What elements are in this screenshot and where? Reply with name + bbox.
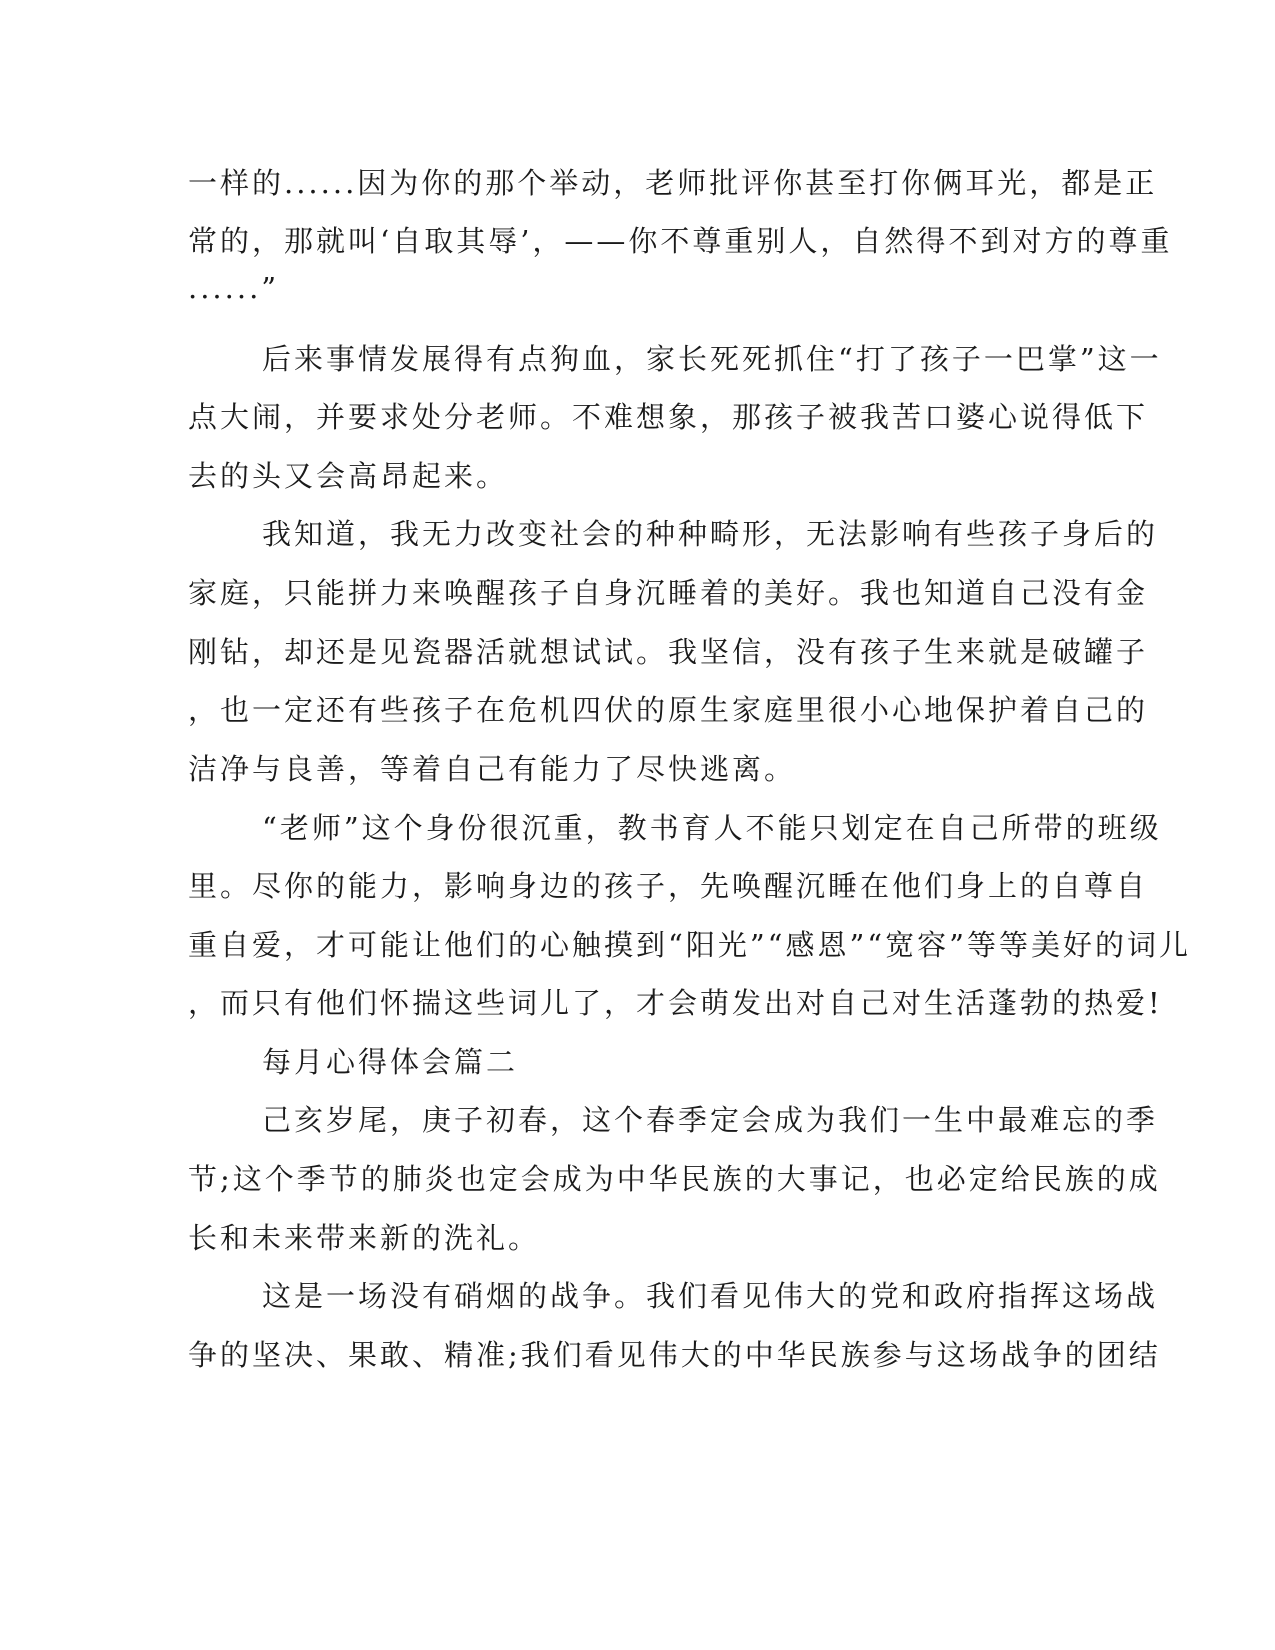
paragraph-start-line: 己亥岁尾，庚子初春，这个春季定会成为我们一生中最难忘的季 [262,1103,1159,1137]
text-line: ，而只有他们怀揣这些词儿了，才会萌发出对自己对生活蓬勃的热爱! [188,986,1163,1020]
text-line: 去的头又会高昂起来。 [188,459,509,493]
text-line: 刚钻，却还是见瓷器活就想试试。我坚信，没有孩子生来就是破罐子 [188,635,1149,669]
paragraph-start-line: 后来事情发展得有点狗血，家长死死抓住“打了孩子一巴掌”这一 [262,342,1162,376]
text-line: 点大闹，并要求处分老师。不难想象，那孩子被我苦口婆心说得低下 [188,400,1149,434]
text-line: 一样的......因为你的那个举动，老师批评你甚至打你俩耳光，都是正 [188,166,1158,200]
text-line: 长和未来带来新的洗礼。 [188,1221,541,1255]
paragraph-start-line: 这是一场没有硝烟的战争。我们看见伟大的党和政府指挥这场战 [262,1279,1159,1313]
paragraph-start-line: “老师”这个身份很沉重，教书育人不能只划定在自己所带的班级 [262,811,1162,845]
section-heading: 每月心得体会篇二 [262,1045,519,1079]
text-line: ，也一定还有些孩子在危机四伏的原生家庭里很小心地保护着自己的 [188,693,1149,727]
text-line: 节;这个季节的肺炎也定会成为中华民族的大事记，也必定给民族的成 [188,1162,1161,1196]
text-line: ......” [188,271,280,305]
text-line: 争的坚决、果敢、精准;我们看见伟大的中华民族参与这场战争的团结 [188,1338,1161,1372]
text-line: 洁净与良善，等着自己有能力了尽快逃离。 [188,752,797,786]
text-line: 里。尽你的能力，影响身边的孩子，先唤醒沉睡在他们身上的自尊自 [188,869,1149,903]
paragraph-start-line: 我知道，我无力改变社会的种种畸形，无法影响有些孩子身后的 [262,517,1159,551]
text-line: 家庭，只能拼力来唤醒孩子自身沉睡着的美好。我也知道自己没有金 [188,576,1149,610]
text-line: 常的，那就叫‘自取其辱’，——你不尊重别人，自然得不到对方的尊重 [188,224,1173,258]
text-line: 重自爱，才可能让他们的心触摸到“阳光”“感恩”“宽容”等等美好的词儿 [188,928,1191,962]
